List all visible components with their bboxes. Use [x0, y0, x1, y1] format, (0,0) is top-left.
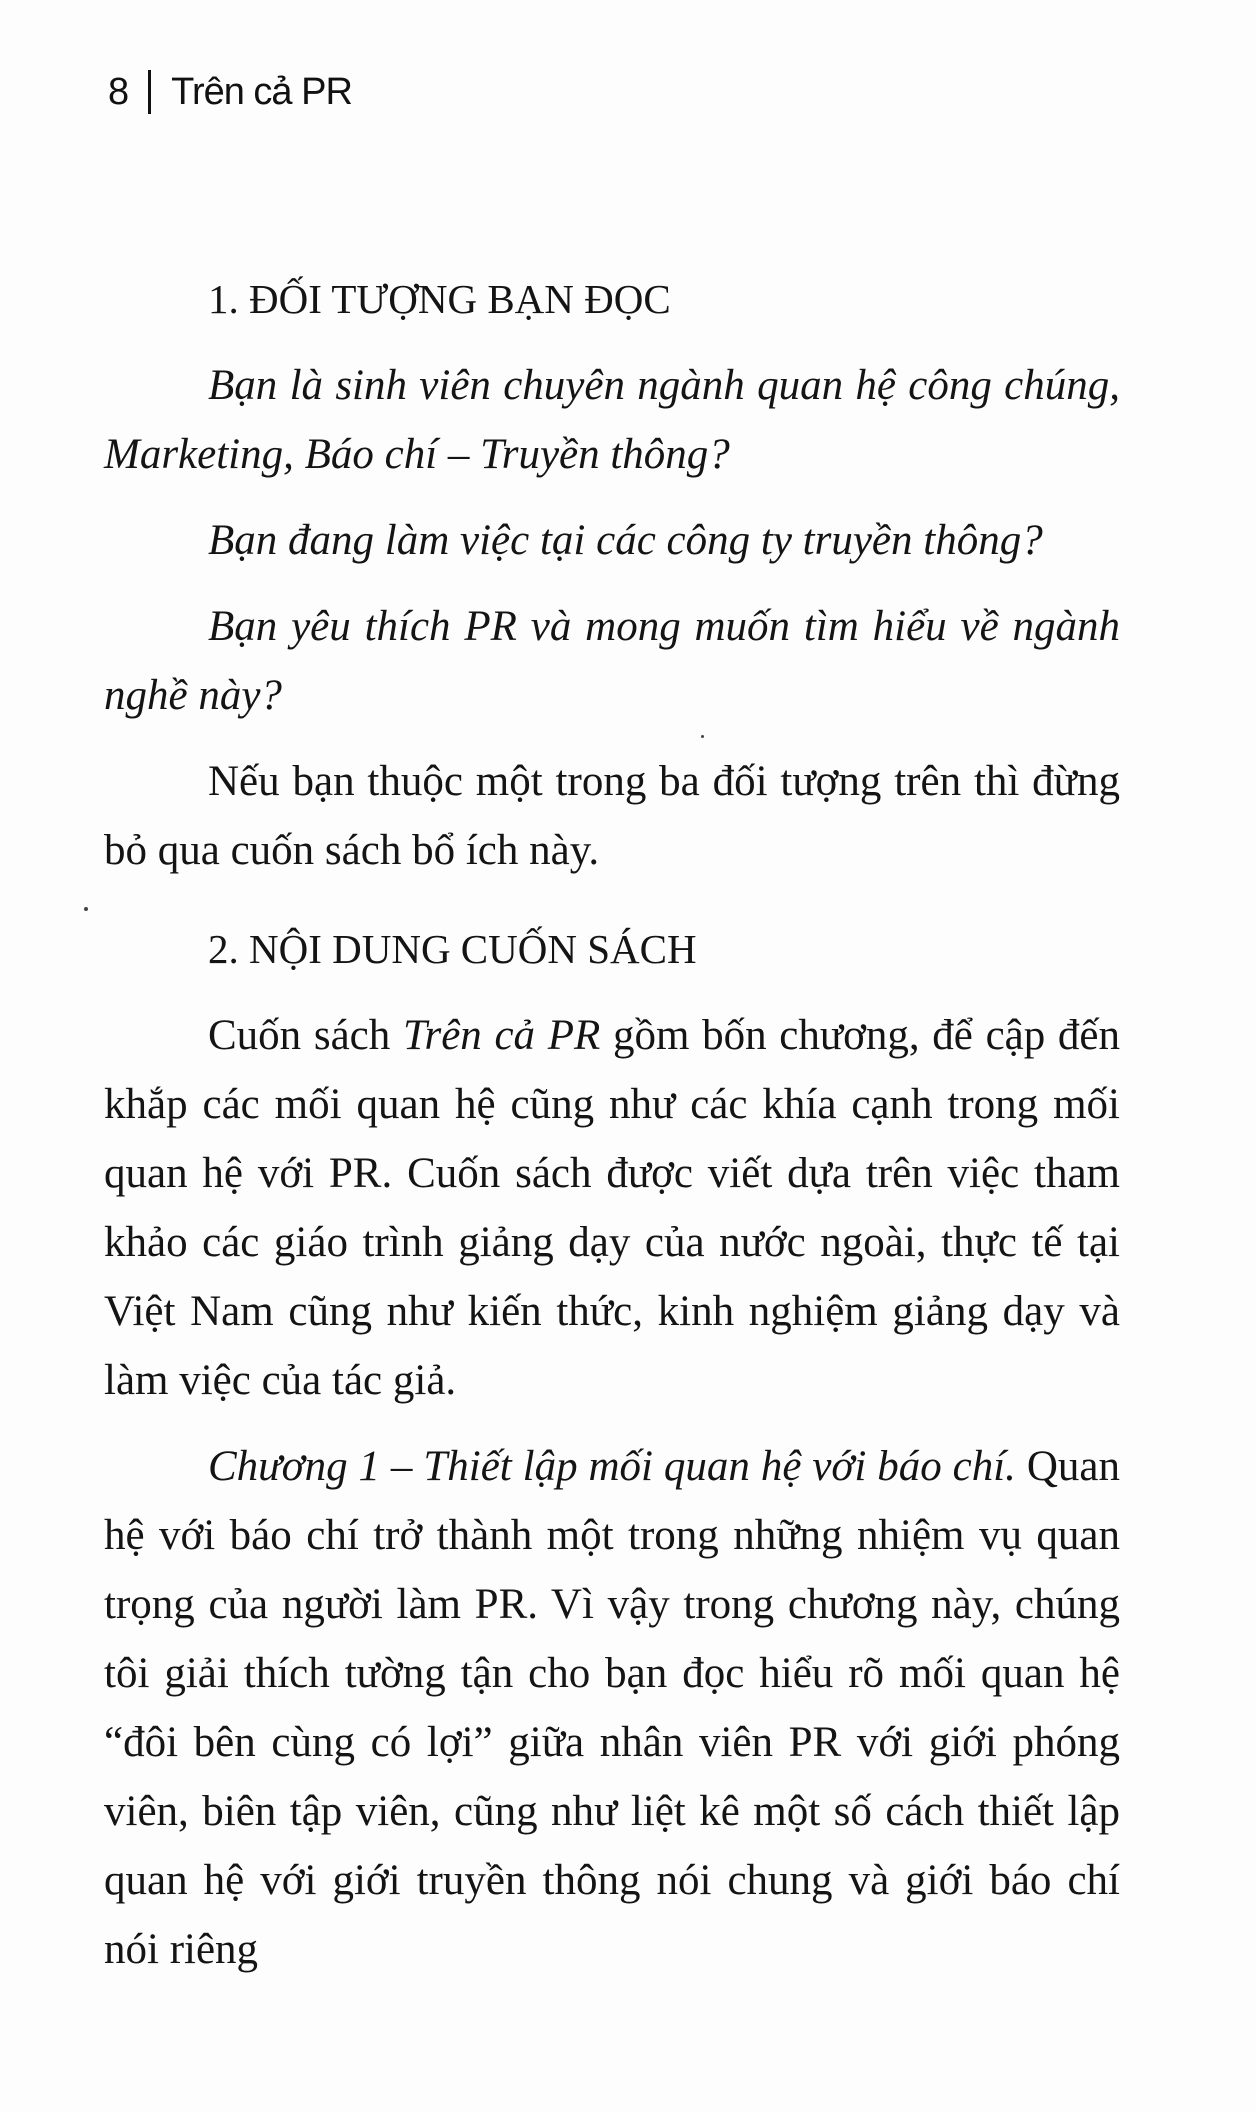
- intro-text-before: Cuốn sách: [208, 1012, 403, 1059]
- readers-conclusion: Nếu bạn thuộc một trong ba đối tượng trên thì đừng bỏ qua cuốn sách bổ ích này.: [104, 758, 1120, 874]
- page-number: 8: [108, 70, 129, 113]
- header-separator: [148, 70, 151, 114]
- reader-question-3: Bạn yêu thích PR và mong muốn tìm hiểu về ngành nghề này?: [104, 603, 1120, 719]
- contents-intro-paragraph: [104, 1001, 1120, 1415]
- section-heading-contents: 2. NỘI DUNG CUỐN SÁCH: [208, 926, 697, 972]
- section-heading-readers: 1. ĐỐI TƯỢNG BẠN ĐỌC: [208, 276, 671, 322]
- chapter-1-text: Quan hệ với báo chí trở thành một trong những nhiệm vụ quan trọng của người làm PR. Vì vậy trong chương này, chúng tôi giải thích tường tận cho bạn đọc hiểu rõ mối quan hệ “đôi bên cùng có lợi” giữa nhân viên PR với giới phóng viên, biên tập viên, cũng như liệt kê một số cách thiết lập quan hệ với giới truyền thông nói chung và giới báo chí nói riêng: [104, 1443, 1120, 1973]
- print-speck: [84, 907, 88, 911]
- book-title-inline: Trên cả PR: [402, 1012, 601, 1059]
- chapter-1-paragraph: [104, 1432, 1120, 1984]
- reader-question-1: Bạn là sinh viên chuyên ngành quan hệ công chúng, Marketing, Báo chí – Truyền thông?: [104, 362, 1120, 478]
- print-speck: [701, 735, 704, 738]
- intro-text-after: gồm bốn chương, để cập đến khắp các mối quan hệ cũng như các khía cạnh trong mối quan hệ với PR. Cuốn sách được viết dựa trên việc tham khảo các giáo trình giảng dạy của nước ngoài, thực tế tại Việt Nam cũng như kiến thức, kinh nghiệm giảng dạy và làm việc của tác giả.: [104, 1012, 1120, 1404]
- reader-question-2: Bạn đang làm việc tại các công ty truyền thông?: [208, 517, 1043, 564]
- page-body: [104, 265, 1120, 1984]
- running-title: Trên cả PR: [171, 70, 352, 113]
- chapter-1-title: Chương 1 – Thiết lập mối quan hệ với báo chí.: [208, 1443, 1016, 1490]
- running-header: [108, 70, 352, 114]
